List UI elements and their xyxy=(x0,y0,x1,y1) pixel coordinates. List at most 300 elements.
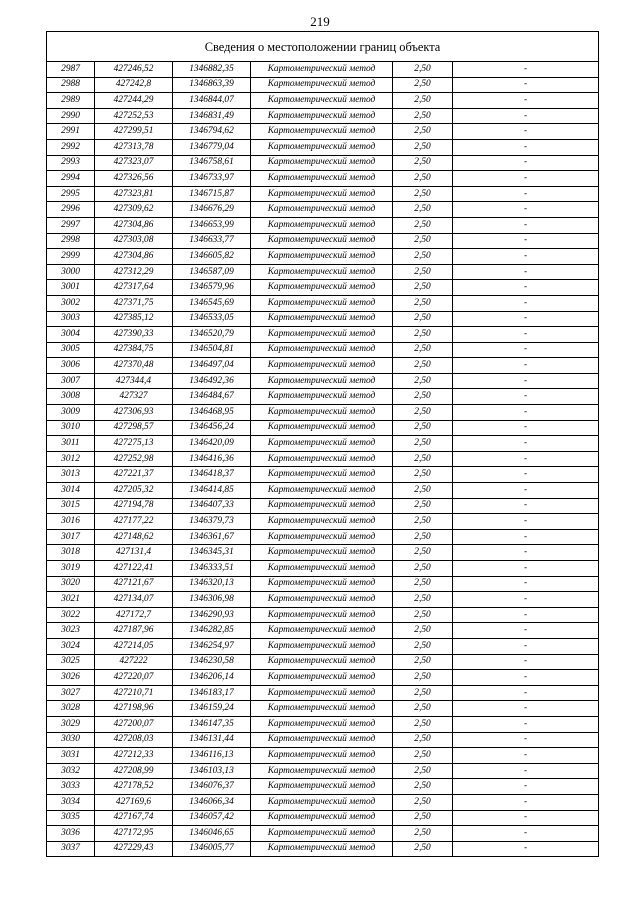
x-coordinate-cell: 427275,13 xyxy=(95,436,173,452)
y-coordinate-cell: 1346758,61 xyxy=(173,155,251,171)
method-cell: Картометрический метод xyxy=(251,249,393,265)
point-number-cell: 2987 xyxy=(47,62,95,78)
y-coordinate-cell: 1346254,97 xyxy=(173,638,251,654)
x-coordinate-cell: 427344,4 xyxy=(95,373,173,389)
y-coordinate-cell: 1346306,98 xyxy=(173,592,251,608)
method-cell: Картометрический метод xyxy=(251,654,393,670)
x-coordinate-cell: 427198,96 xyxy=(95,701,173,717)
method-cell: Картометрический метод xyxy=(251,155,393,171)
description-cell: - xyxy=(453,93,599,109)
accuracy-cell: 2,50 xyxy=(393,77,453,93)
accuracy-cell: 2,50 xyxy=(393,841,453,857)
point-number-cell: 3033 xyxy=(47,779,95,795)
y-coordinate-cell: 1346587,09 xyxy=(173,264,251,280)
x-coordinate-cell: 427327 xyxy=(95,389,173,405)
accuracy-cell: 2,50 xyxy=(393,483,453,499)
y-coordinate-cell: 1346733,97 xyxy=(173,171,251,187)
accuracy-cell: 2,50 xyxy=(393,436,453,452)
method-cell: Картометрический метод xyxy=(251,763,393,779)
method-cell: Картометрический метод xyxy=(251,561,393,577)
x-coordinate-cell: 427298,57 xyxy=(95,420,173,436)
y-coordinate-cell: 1346282,85 xyxy=(173,623,251,639)
method-cell: Картометрический метод xyxy=(251,93,393,109)
method-cell: Картометрический метод xyxy=(251,638,393,654)
accuracy-cell: 2,50 xyxy=(393,826,453,842)
accuracy-cell: 2,50 xyxy=(393,794,453,810)
y-coordinate-cell: 1346206,14 xyxy=(173,670,251,686)
table-caption-row xyxy=(47,32,599,62)
accuracy-cell: 2,50 xyxy=(393,638,453,654)
method-cell: Картометрический метод xyxy=(251,405,393,421)
y-coordinate-cell: 1346290,93 xyxy=(173,607,251,623)
point-number-cell: 3030 xyxy=(47,732,95,748)
accuracy-cell: 2,50 xyxy=(393,358,453,374)
y-coordinate-cell: 1346492,36 xyxy=(173,373,251,389)
accuracy-cell: 2,50 xyxy=(393,186,453,202)
method-cell: Картометрический метод xyxy=(251,311,393,327)
method-cell: Картометрический метод xyxy=(251,264,393,280)
description-cell: - xyxy=(453,62,599,78)
x-coordinate-cell: 427385,12 xyxy=(95,311,173,327)
method-cell: Картометрический метод xyxy=(251,623,393,639)
table-body xyxy=(47,32,599,857)
description-cell: - xyxy=(453,576,599,592)
x-coordinate-cell: 427200,07 xyxy=(95,716,173,732)
x-coordinate-cell: 427214,05 xyxy=(95,638,173,654)
point-number-cell: 2992 xyxy=(47,139,95,155)
point-number-cell: 3018 xyxy=(47,545,95,561)
accuracy-cell: 2,50 xyxy=(393,779,453,795)
x-coordinate-cell: 427210,71 xyxy=(95,685,173,701)
accuracy-cell: 2,50 xyxy=(393,405,453,421)
description-cell: - xyxy=(453,592,599,608)
table-row xyxy=(47,327,599,343)
y-coordinate-cell: 1346159,24 xyxy=(173,701,251,717)
x-coordinate-cell: 427252,98 xyxy=(95,451,173,467)
method-cell: Картометрический метод xyxy=(251,217,393,233)
method-cell: Картометрический метод xyxy=(251,467,393,483)
method-cell: Картометрический метод xyxy=(251,498,393,514)
accuracy-cell: 2,50 xyxy=(393,202,453,218)
description-cell: - xyxy=(453,763,599,779)
method-cell: Картометрический метод xyxy=(251,810,393,826)
accuracy-cell: 2,50 xyxy=(393,732,453,748)
description-cell: - xyxy=(453,342,599,358)
description-cell: - xyxy=(453,467,599,483)
y-coordinate-cell: 1346005,77 xyxy=(173,841,251,857)
description-cell: - xyxy=(453,389,599,405)
description-cell: - xyxy=(453,327,599,343)
point-number-cell: 3014 xyxy=(47,483,95,499)
accuracy-cell: 2,50 xyxy=(393,576,453,592)
table-row xyxy=(47,171,599,187)
accuracy-cell: 2,50 xyxy=(393,93,453,109)
point-number-cell: 3023 xyxy=(47,623,95,639)
description-cell: - xyxy=(453,124,599,140)
y-coordinate-cell: 1346794,62 xyxy=(173,124,251,140)
x-coordinate-cell: 427148,62 xyxy=(95,529,173,545)
accuracy-cell: 2,50 xyxy=(393,810,453,826)
method-cell: Картометрический метод xyxy=(251,841,393,857)
point-number-cell: 3004 xyxy=(47,327,95,343)
table-row xyxy=(47,467,599,483)
x-coordinate-cell: 427177,22 xyxy=(95,514,173,530)
accuracy-cell: 2,50 xyxy=(393,342,453,358)
accuracy-cell: 2,50 xyxy=(393,155,453,171)
point-number-cell: 3003 xyxy=(47,311,95,327)
accuracy-cell: 2,50 xyxy=(393,607,453,623)
point-number-cell: 3001 xyxy=(47,280,95,296)
y-coordinate-cell: 1346484,67 xyxy=(173,389,251,405)
point-number-cell: 3024 xyxy=(47,638,95,654)
point-number-cell: 3036 xyxy=(47,826,95,842)
point-number-cell: 2991 xyxy=(47,124,95,140)
point-number-cell: 3017 xyxy=(47,529,95,545)
y-coordinate-cell: 1346416,36 xyxy=(173,451,251,467)
method-cell: Картометрический метод xyxy=(251,373,393,389)
method-cell: Картометрический метод xyxy=(251,139,393,155)
y-coordinate-cell: 1346779,04 xyxy=(173,139,251,155)
description-cell: - xyxy=(453,748,599,764)
description-cell: - xyxy=(453,685,599,701)
table-row xyxy=(47,280,599,296)
y-coordinate-cell: 1346882,35 xyxy=(173,62,251,78)
method-cell: Картометрический метод xyxy=(251,342,393,358)
method-cell: Картометрический метод xyxy=(251,607,393,623)
method-cell: Картометрический метод xyxy=(251,826,393,842)
table-row xyxy=(47,701,599,717)
table-row xyxy=(47,841,599,857)
y-coordinate-cell: 1346831,49 xyxy=(173,108,251,124)
x-coordinate-cell: 427303,08 xyxy=(95,233,173,249)
accuracy-cell: 2,50 xyxy=(393,701,453,717)
point-number-cell: 3011 xyxy=(47,436,95,452)
accuracy-cell: 2,50 xyxy=(393,233,453,249)
y-coordinate-cell: 1346545,69 xyxy=(173,295,251,311)
x-coordinate-cell: 427222 xyxy=(95,654,173,670)
x-coordinate-cell: 427312,29 xyxy=(95,264,173,280)
description-cell: - xyxy=(453,545,599,561)
accuracy-cell: 2,50 xyxy=(393,654,453,670)
method-cell: Картометрический метод xyxy=(251,685,393,701)
point-number-cell: 2997 xyxy=(47,217,95,233)
y-coordinate-cell: 1346533,05 xyxy=(173,311,251,327)
table-row xyxy=(47,483,599,499)
description-cell: - xyxy=(453,264,599,280)
table-row xyxy=(47,561,599,577)
x-coordinate-cell: 427229,43 xyxy=(95,841,173,857)
point-number-cell: 2989 xyxy=(47,93,95,109)
point-number-cell: 3000 xyxy=(47,264,95,280)
method-cell: Картометрический метод xyxy=(251,716,393,732)
x-coordinate-cell: 427317,64 xyxy=(95,280,173,296)
y-coordinate-cell: 1346418,37 xyxy=(173,467,251,483)
description-cell: - xyxy=(453,139,599,155)
y-coordinate-cell: 1346116,13 xyxy=(173,748,251,764)
method-cell: Картометрический метод xyxy=(251,748,393,764)
x-coordinate-cell: 427208,03 xyxy=(95,732,173,748)
method-cell: Картометрический метод xyxy=(251,186,393,202)
method-cell: Картометрический метод xyxy=(251,295,393,311)
description-cell: - xyxy=(453,779,599,795)
y-coordinate-cell: 1346147,35 xyxy=(173,716,251,732)
method-cell: Картометрический метод xyxy=(251,280,393,296)
accuracy-cell: 2,50 xyxy=(393,451,453,467)
x-coordinate-cell: 427371,75 xyxy=(95,295,173,311)
point-number-cell: 3025 xyxy=(47,654,95,670)
accuracy-cell: 2,50 xyxy=(393,217,453,233)
x-coordinate-cell: 427370,48 xyxy=(95,358,173,374)
y-coordinate-cell: 1346520,79 xyxy=(173,327,251,343)
x-coordinate-cell: 427304,86 xyxy=(95,217,173,233)
method-cell: Картометрический метод xyxy=(251,545,393,561)
table-row xyxy=(47,716,599,732)
table-row xyxy=(47,264,599,280)
table-row xyxy=(47,638,599,654)
accuracy-cell: 2,50 xyxy=(393,561,453,577)
method-cell: Картометрический метод xyxy=(251,576,393,592)
description-cell: - xyxy=(453,623,599,639)
method-cell: Картометрический метод xyxy=(251,794,393,810)
method-cell: Картометрический метод xyxy=(251,701,393,717)
method-cell: Картометрический метод xyxy=(251,233,393,249)
point-number-cell: 3019 xyxy=(47,561,95,577)
x-coordinate-cell: 427220,07 xyxy=(95,670,173,686)
table-row xyxy=(47,389,599,405)
table-row xyxy=(47,358,599,374)
point-number-cell: 2990 xyxy=(47,108,95,124)
accuracy-cell: 2,50 xyxy=(393,62,453,78)
accuracy-cell: 2,50 xyxy=(393,108,453,124)
table-row xyxy=(47,514,599,530)
point-number-cell: 3015 xyxy=(47,498,95,514)
y-coordinate-cell: 1346605,82 xyxy=(173,249,251,265)
description-cell: - xyxy=(453,280,599,296)
table-row xyxy=(47,436,599,452)
table-row xyxy=(47,311,599,327)
accuracy-cell: 2,50 xyxy=(393,545,453,561)
accuracy-cell: 2,50 xyxy=(393,264,453,280)
method-cell: Картометрический метод xyxy=(251,124,393,140)
x-coordinate-cell: 427299,51 xyxy=(95,124,173,140)
table-row xyxy=(47,498,599,514)
table-row xyxy=(47,451,599,467)
y-coordinate-cell: 1346715,87 xyxy=(173,186,251,202)
accuracy-cell: 2,50 xyxy=(393,592,453,608)
table-row xyxy=(47,420,599,436)
accuracy-cell: 2,50 xyxy=(393,498,453,514)
description-cell: - xyxy=(453,514,599,530)
x-coordinate-cell: 427208,99 xyxy=(95,763,173,779)
method-cell: Картометрический метод xyxy=(251,732,393,748)
point-number-cell: 2999 xyxy=(47,249,95,265)
description-cell: - xyxy=(453,826,599,842)
description-cell: - xyxy=(453,202,599,218)
y-coordinate-cell: 1346103,13 xyxy=(173,763,251,779)
description-cell: - xyxy=(453,358,599,374)
accuracy-cell: 2,50 xyxy=(393,514,453,530)
description-cell: - xyxy=(453,373,599,389)
y-coordinate-cell: 1346844,07 xyxy=(173,93,251,109)
point-number-cell: 3016 xyxy=(47,514,95,530)
point-number-cell: 2994 xyxy=(47,171,95,187)
y-coordinate-cell: 1346076,37 xyxy=(173,779,251,795)
table-row xyxy=(47,763,599,779)
x-coordinate-cell: 427252,53 xyxy=(95,108,173,124)
accuracy-cell: 2,50 xyxy=(393,311,453,327)
description-cell: - xyxy=(453,483,599,499)
point-number-cell: 3029 xyxy=(47,716,95,732)
table-row xyxy=(47,576,599,592)
table-row xyxy=(47,794,599,810)
description-cell: - xyxy=(453,249,599,265)
x-coordinate-cell: 427326,56 xyxy=(95,171,173,187)
y-coordinate-cell: 1346863,39 xyxy=(173,77,251,93)
table-row xyxy=(47,685,599,701)
point-number-cell: 2993 xyxy=(47,155,95,171)
table-row xyxy=(47,607,599,623)
y-coordinate-cell: 1346333,51 xyxy=(173,561,251,577)
table-row xyxy=(47,186,599,202)
x-coordinate-cell: 427169,6 xyxy=(95,794,173,810)
method-cell: Картометрический метод xyxy=(251,529,393,545)
table-row xyxy=(47,623,599,639)
x-coordinate-cell: 427131,4 xyxy=(95,545,173,561)
page-number: 219 xyxy=(310,14,330,29)
accuracy-cell: 2,50 xyxy=(393,763,453,779)
point-number-cell: 3012 xyxy=(47,451,95,467)
x-coordinate-cell: 427242,8 xyxy=(95,77,173,93)
method-cell: Картометрический метод xyxy=(251,670,393,686)
accuracy-cell: 2,50 xyxy=(393,171,453,187)
x-coordinate-cell: 427309,62 xyxy=(95,202,173,218)
point-number-cell: 3020 xyxy=(47,576,95,592)
accuracy-cell: 2,50 xyxy=(393,139,453,155)
description-cell: - xyxy=(453,186,599,202)
point-number-cell: 3031 xyxy=(47,748,95,764)
description-cell: - xyxy=(453,436,599,452)
y-coordinate-cell: 1346676,29 xyxy=(173,202,251,218)
point-number-cell: 3007 xyxy=(47,373,95,389)
table-row xyxy=(47,342,599,358)
description-cell: - xyxy=(453,451,599,467)
y-coordinate-cell: 1346414,85 xyxy=(173,483,251,499)
x-coordinate-cell: 427323,07 xyxy=(95,155,173,171)
table-row xyxy=(47,592,599,608)
x-coordinate-cell: 427187,96 xyxy=(95,623,173,639)
point-number-cell: 3021 xyxy=(47,592,95,608)
table-row xyxy=(47,654,599,670)
table-row xyxy=(47,529,599,545)
x-coordinate-cell: 427244,29 xyxy=(95,93,173,109)
y-coordinate-cell: 1346046,65 xyxy=(173,826,251,842)
point-number-cell: 3028 xyxy=(47,701,95,717)
accuracy-cell: 2,50 xyxy=(393,623,453,639)
point-number-cell: 3010 xyxy=(47,420,95,436)
y-coordinate-cell: 1346066,34 xyxy=(173,794,251,810)
point-number-cell: 3035 xyxy=(47,810,95,826)
description-cell: - xyxy=(453,794,599,810)
y-coordinate-cell: 1346345,31 xyxy=(173,545,251,561)
y-coordinate-cell: 1346468,95 xyxy=(173,405,251,421)
table-row xyxy=(47,62,599,78)
description-cell: - xyxy=(453,405,599,421)
point-number-cell: 2995 xyxy=(47,186,95,202)
y-coordinate-cell: 1346230,58 xyxy=(173,654,251,670)
table-row xyxy=(47,77,599,93)
x-coordinate-cell: 427205,32 xyxy=(95,483,173,499)
description-cell: - xyxy=(453,732,599,748)
description-cell: - xyxy=(453,295,599,311)
description-cell: - xyxy=(453,108,599,124)
boundary-coordinates-table xyxy=(46,31,599,857)
description-cell: - xyxy=(453,561,599,577)
point-number-cell: 3005 xyxy=(47,342,95,358)
method-cell: Картометрический метод xyxy=(251,483,393,499)
point-number-cell: 3022 xyxy=(47,607,95,623)
method-cell: Картометрический метод xyxy=(251,62,393,78)
method-cell: Картометрический метод xyxy=(251,202,393,218)
table-row xyxy=(47,373,599,389)
y-coordinate-cell: 1346361,67 xyxy=(173,529,251,545)
description-cell: - xyxy=(453,841,599,857)
description-cell: - xyxy=(453,701,599,717)
method-cell: Картометрический метод xyxy=(251,389,393,405)
point-number-cell: 3032 xyxy=(47,763,95,779)
y-coordinate-cell: 1346320,13 xyxy=(173,576,251,592)
description-cell: - xyxy=(453,155,599,171)
table-row xyxy=(47,202,599,218)
description-cell: - xyxy=(453,233,599,249)
point-number-cell: 3027 xyxy=(47,685,95,701)
y-coordinate-cell: 1346504,81 xyxy=(173,342,251,358)
x-coordinate-cell: 427134,07 xyxy=(95,592,173,608)
y-coordinate-cell: 1346131,44 xyxy=(173,732,251,748)
description-cell: - xyxy=(453,311,599,327)
y-coordinate-cell: 1346497,04 xyxy=(173,358,251,374)
description-cell: - xyxy=(453,498,599,514)
accuracy-cell: 2,50 xyxy=(393,373,453,389)
table-row xyxy=(47,233,599,249)
accuracy-cell: 2,50 xyxy=(393,295,453,311)
method-cell: Картометрический метод xyxy=(251,327,393,343)
method-cell: Картометрический метод xyxy=(251,592,393,608)
description-cell: - xyxy=(453,77,599,93)
table-caption: Сведения о местоположении границ объекта xyxy=(47,32,599,62)
accuracy-cell: 2,50 xyxy=(393,420,453,436)
point-number-cell: 3034 xyxy=(47,794,95,810)
description-cell: - xyxy=(453,171,599,187)
description-cell: - xyxy=(453,654,599,670)
table-row xyxy=(47,545,599,561)
point-number-cell: 2998 xyxy=(47,233,95,249)
x-coordinate-cell: 427194,78 xyxy=(95,498,173,514)
accuracy-cell: 2,50 xyxy=(393,685,453,701)
point-number-cell: 3002 xyxy=(47,295,95,311)
x-coordinate-cell: 427384,75 xyxy=(95,342,173,358)
x-coordinate-cell: 427390,33 xyxy=(95,327,173,343)
y-coordinate-cell: 1346420,09 xyxy=(173,436,251,452)
point-number-cell: 3013 xyxy=(47,467,95,483)
description-cell: - xyxy=(453,810,599,826)
table-row xyxy=(47,670,599,686)
point-number-cell: 3026 xyxy=(47,670,95,686)
method-cell: Картометрический метод xyxy=(251,514,393,530)
x-coordinate-cell: 427212,33 xyxy=(95,748,173,764)
description-cell: - xyxy=(453,217,599,233)
x-coordinate-cell: 427323,81 xyxy=(95,186,173,202)
table-row xyxy=(47,810,599,826)
